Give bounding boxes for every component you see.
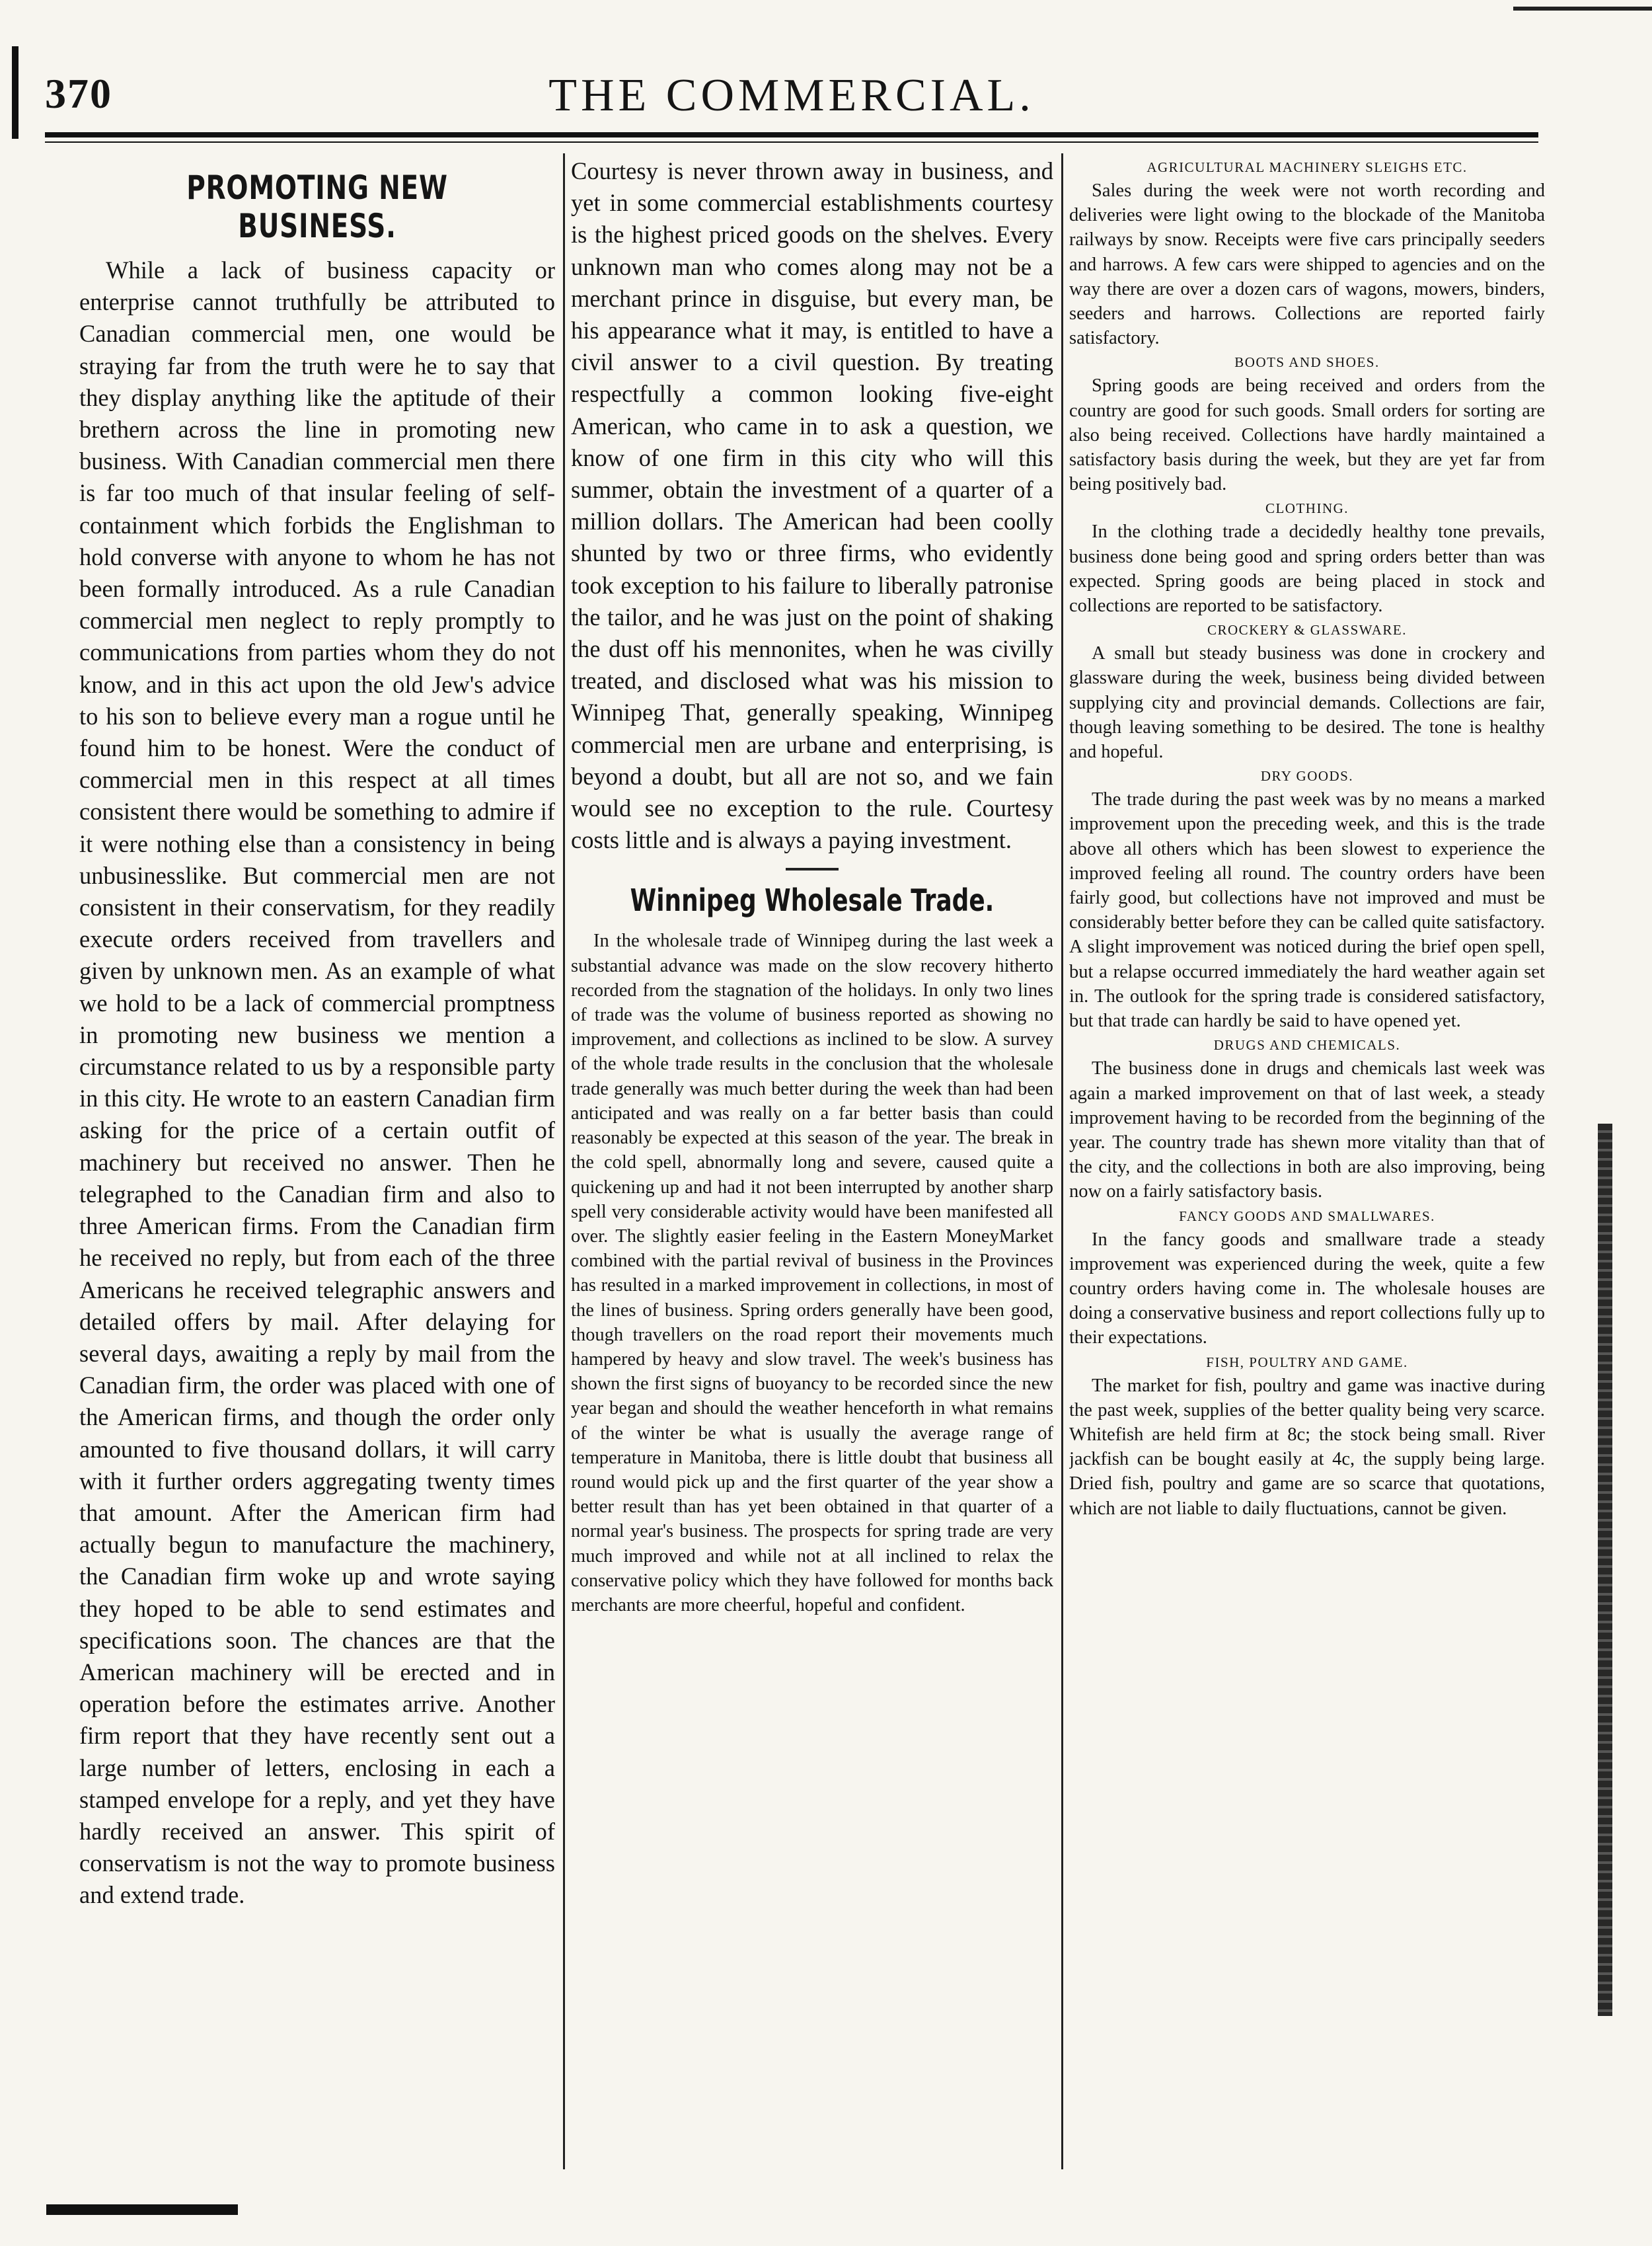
- article-headline-promoting: PROMOTING NEW BUSINESS.: [186, 169, 448, 245]
- header-thick-rule: [45, 132, 1538, 137]
- article-separator: [786, 868, 839, 871]
- section-text: The trade during the past week was by no means a marked improvement upon the preceding week, and this is the trade above all others which has been slowest to experience the improved feeling all round. The country orders have been fairly good, but collections have not improved and must be considerably better before they can be called quite satisfactory. A slight improvement was noticed during the brief open spell, but a relapse occurred immediately the hard weather again set in. The outlook for the spring trade is considered satisfactory, but that trade can hardly be said to have opened yet.: [1069, 789, 1545, 1032]
- page-header: [45, 69, 1538, 139]
- page-number: 370: [45, 70, 112, 117]
- section-heading-drugs: DRUGS AND CHEMICALS.: [1213, 1037, 1401, 1054]
- section-text: Sales during the week were not worth recording and deliveries were light owing to the blockade of the Manitoba railways by snow. Receipts were five cars principally seeders and harrows. A few cars were shipped to agencies and on the way there are over a dozen cars of wagons, mowers, binders, seeders and harrows. Collections are reported fairly satisfactory.: [1069, 180, 1545, 349]
- top-edge-rule: [1513, 7, 1652, 11]
- section-heading-fish: FISH, POULTRY AND GAME.: [1206, 1354, 1408, 1370]
- section-heading-fancy-goods: FANCY GOODS AND SMALLWARES.: [1179, 1208, 1435, 1224]
- column-1: [79, 155, 555, 2168]
- section-text: The business done in drugs and chemicals last week was again a marked improvement on that of last week, a steady improvement having to be recorded from the beginning of the year. The country trade has shewn more vitality than that of the city, and the collections in both are also improving, being now on a fairly satisfactory basis.: [1069, 1058, 1545, 1202]
- section-heading-clothing: CLOTHING.: [1265, 500, 1349, 517]
- section-heading-dry-goods: DRY GOODS.: [1260, 768, 1354, 785]
- article-paragraph: In the wholesale trade of Winnipeg during the last week a substantial advance was made on the slow recovery hitherto recorded from the stagnation of the holidays. In only two lines of trade was the volume of business reported as showing no improvement, and collections as inclined to be slow. A survey of the whole trade results in the conclusion that the wholesale trade generally was much better during the week than had been anticipated and was really on a far better basis than could reasonably be expected at this season of the year. The break in the cold spell, abnormally long and severe, caused quite a quickening up and had it not been interrupted by another sharp spell very considerable activity would have been manifested all over. The slightly easier feeling in the Eastern MoneyMarket combined with the partial revival of business in the Provinces has resulted in a marked improvement in collections, in most of the lines of business. Spring orders generally have been good, though travellers on the road report their movements much hampered by heavy and slow travel. The week's business has shown the first signs of buoyancy to be recorded since the new year began and should the weather henceforth in what remains of the winter be what is usually the average range of temperature in Manitoba, there is little doubt that business all round would pick up and the first quarter of the year show a better result than has yet been obtained in that quarter of a normal year's business. The prospects for spring trade are very much improved and while not at all inclined to relax the conservative policy which they have followed for months back merchants are more cheerful, hopeful and confident.: [571, 931, 1053, 1615]
- bottom-margin-bar: [46, 2204, 238, 2215]
- left-margin-bar: [12, 46, 19, 139]
- section-heading-agricultural: AGRICULTURAL MACHINERY SLEIGHS ETC.: [1146, 159, 1468, 175]
- right-edge-scan-shadow: [1598, 1124, 1612, 2016]
- article-paragraph: While a lack of business capacity or enterprise cannot truthfully be attributed to Canadian commercial men, one would be straying far from the truth were he to say that they display anything like the aptitude of their brethern across the line in promoting new business. With Canadian commercial men there is far too much of that insular feeling of self-containment which forbids the Englishman to hold converse with anyone to whom he has not been formally introduced. As a rule Canadian commercial men neglect to reply promptly to communications from parties whom they do not know, and in this act upon the old Jew's advice to his son to believe every man a rogue until he found him to be honest. Were the conduct of commercial men in this respect at all times consistent there would be something to admire if it were nothing else than a consistency in being unbusinesslike. But commercial men are not consistent in their conservatism, for they readily execute orders received from travellers and given by unknown men. As an example of what we hold to be a lack of commercial promptness in promoting new business we mention a circumstance related to us by a responsible party in this city. He wrote to an eastern Canadian firm asking for the price of a certain outfit of machinery but received no answer. Then he telegraphed to the Canadian firm and also to three American firms. From the Canadian firm he received no reply, but from each of the three Americans he received telegraphic answers and detailed offers by mail. After delaying for several days, awaiting a reply by mail from the Canadian firm, the order was placed with one of the American firms, and though the order only amounted to five thousand dollars, it will carry with it further orders aggregating twenty times that amount. After the American firm had actually begun to manufacture the machinery, the Canadian firm woke up and wrote saying they hoped to be able to send estimates and specifications soon. The chances are that the American machinery will be erected and in operation before the estimates arrive. Another firm report that they have recently sent out a large number of letters, enclosing in each a stamped envelope for a reply, and yet they have hardly received an answer. This spirit of conservatism is not the way to promote business and extend trade.: [79, 256, 555, 1909]
- section-text: Spring goods are being received and orders from the country are good for such goods. Small orders for sorting are also being received. Collections have hardly maintained a satisfactory basis during the week, but they are yet far from being positively bad.: [1069, 375, 1545, 495]
- column-3: [1069, 155, 1545, 2168]
- article-headline-wholesale: Winnipeg Wholesale Trade.: [630, 882, 995, 919]
- masthead-title: THE COMMERCIAL.: [548, 70, 1035, 121]
- section-text: A small but steady business was done in crockery and glassware during the week, business being divided between supplying city and provincial demands. Collections are fair, though leaving something to be desired. The tone is healthy and hopeful.: [1069, 643, 1545, 763]
- header-thin-rule: [45, 141, 1538, 143]
- section-heading-boots: BOOTS AND SHOES.: [1234, 354, 1380, 371]
- column-divider-2: [1061, 153, 1063, 2169]
- section-text: The market for fish, poultry and game was inactive during the past week, supplies of the better quality being very scarce. Whitefish are held firm at 8c; the stock being small. River jackfish can be bought easily at 4c, the supply being large. Dried fish, poultry and game are so scarce that quotations, which are not liable to daily fluctuations, cannot be given.: [1069, 1375, 1545, 1519]
- column-2: [571, 155, 1053, 2168]
- section-text: In the clothing trade a decidedly healthy tone prevails, business done being good and spring orders better than was expected. Spring goods are being placed in stock and collections are reported to be satisfactory.: [1069, 522, 1545, 617]
- section-text: In the fancy goods and smallware trade a steady improvement was experienced during the week, quite a few country orders having come in. The wholesale houses are doing a conservative business and report collections fully up to their expectations.: [1069, 1229, 1545, 1348]
- column-divider-1: [563, 153, 565, 2169]
- article-continuation: Courtesy is never thrown away in business, and yet in some commercial establishments courtesy is the highest priced goods on the shelves. Every unknown man who comes along may not be a merchant prince in disguise, but every man, be his appearance what it may, is entitled to have a civil answer to a civil question. By treating respectfully a common looking five-eight American, who came in to ask a question, we know of one firm in this city who will this summer, obtain the investment of a quarter of a million dollars. The American had been coolly shunted by two or three firms, who evidently took exception to his failure to liberally patronise the tailor, and he was just on the point of shaking the dust off his mennonites, when he was civilly treated, and disclosed what was his mission to Winnipeg That, generally speaking, Winnipeg commercial men are urbane and enterprising, is beyond a doubt, but all are not so, and we fain would see no exception to the rule. Courtesy costs little and is always a paying investment.: [571, 157, 1053, 854]
- section-heading-crockery: CROCKERY & GLASSWARE.: [1207, 622, 1407, 639]
